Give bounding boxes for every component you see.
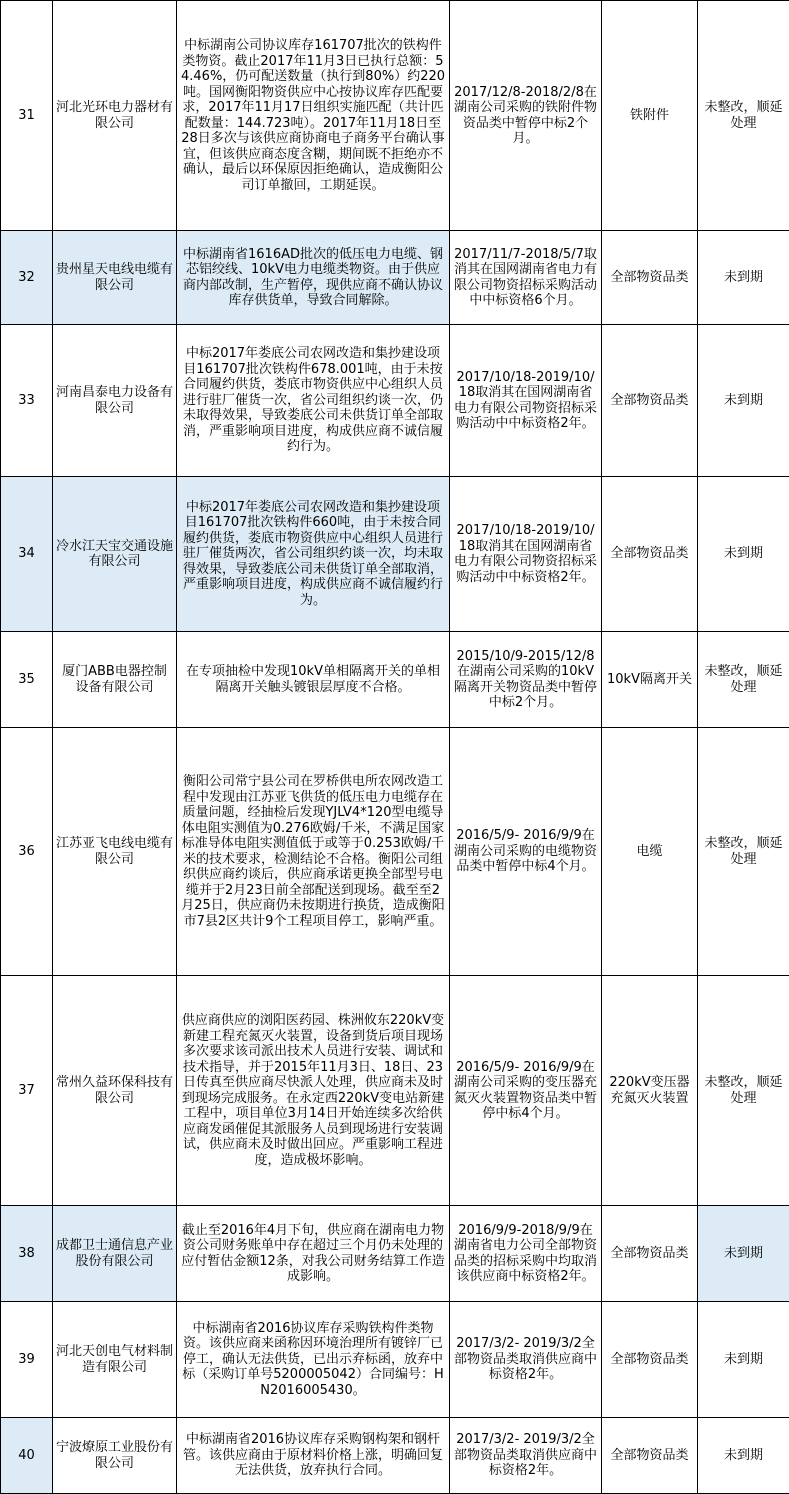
company-name: 成都卫士通信息产业股份有限公司	[53, 1206, 177, 1302]
table-row	[1, 1418, 789, 1494]
violation-reason: 中标湖南省2016协议库存采购钢构架和钢杆管。该供应商由于原材料价格上涨，明确回复无法供货，放弃执行合同。	[177, 1418, 450, 1494]
table-row	[1, 477, 789, 632]
material-scope: 电缆	[602, 728, 698, 976]
rectification-status: 未到期	[698, 1302, 789, 1418]
violation-reason: 中标湖南公司协议库存161707批次的铁构件类物资。截止2017年11月3日已执行总额：54.46%，仍可配送数量（执行到80%）约220吨。国网衡阳物资供应中心按协议库存匹配要求，2017年11月17日组织实施匹配（共计匹配数量：144.723吨）。2017年11月18日至28日多次与该供应商协商电子商务平台确认事宜，但该供应商态度含糊，期间既不拒绝亦不确认，最后以环保原因拒绝确认，造成衡阳公司订单撤回，工期延误。	[177, 1, 450, 231]
penalty-period: 2016/5/9- 2016/9/9在湖南公司采购的电缆物资品类中暂停中标4个月。	[450, 728, 602, 976]
company-name: 宁波燎原工业股份有限公司	[53, 1418, 177, 1494]
row-number: 38	[1, 1206, 53, 1302]
violation-reason: 中标2017年娄底公司农网改造和集抄建设项目161707批次铁构件660吨，由于未按合同履约供货，娄底市物资供应中心组织人员进行驻厂催货两次，省公司组织约谈一次，均未取得效果，导致娄底公司未供货订单全部取消，严重影响项目进度，构成供应商不诚信履约行为。	[177, 477, 450, 632]
rectification-status: 未整改，顺延处理	[698, 632, 789, 728]
company-name: 冷水江天宝交通设施有限公司	[53, 477, 177, 632]
rectification-status: 未整改，顺延处理	[698, 728, 789, 976]
rectification-status: 未到期	[698, 231, 789, 325]
penalty-period: 2016/5/9- 2016/9/9在湖南公司采购的变压器充氮灭火装置物资品类中暂停中标4个月。	[450, 976, 602, 1206]
violation-reason: 衡阳公司常宁县公司在罗桥供电所农网改造工程中发现由江苏亚飞供货的低压电力电缆存在质量问题，经抽检后发现YJLV4*120型电缆导体电阻实测值为0.276欧姆/千米，不满足国家标准导体电阻实测值低于或等于0.253欧姆/千米的技术要求，检测结论不合格。衡阳公司组织供应商约谈后，供应商承诺更换全部型号电缆并于2月23日前全部配送到现场。截至至2月25日，供应商仍未按期进行换货，造成衡阳市7县2区共计9个工程项目停工，影响严重。	[177, 728, 450, 976]
violation-reason: 在专项抽检中发现10kV单相隔离开关的单相隔离开关触头镀银层厚度不合格。	[177, 632, 450, 728]
rectification-status: 未到期	[698, 325, 789, 477]
material-scope: 全部物资品类	[602, 477, 698, 632]
violation-reason: 截止至2016年4月下旬，供应商在湖南电力物资公司财务账单中存在超过三个月仍未处理的应付暂估金额12条，对我公司财务结算工作造成影响。	[177, 1206, 450, 1302]
material-scope: 全部物资品类	[602, 1302, 698, 1418]
material-scope: 铁附件	[602, 1, 698, 231]
row-number: 34	[1, 477, 53, 632]
rectification-status: 未整改，顺延处理	[698, 1, 789, 231]
table-row	[1, 1206, 789, 1302]
table-row	[1, 1, 789, 231]
penalty-period: 2017/3/2- 2019/3/2全部物资品类取消供应商中标资格2年。	[450, 1418, 602, 1494]
rectification-status: 未到期	[698, 477, 789, 632]
table-row	[1, 632, 789, 728]
penalty-period: 2017/11/7-2018/5/7取消其在国网湖南省电力有限公司物资招标采购活动中中标资格6个月。	[450, 231, 602, 325]
penalty-period: 2017/12/8-2018/2/8在湖南公司采购的铁附件物资品类中暂停中标2个月。	[450, 1, 602, 231]
rectification-status: 未到期	[698, 1418, 789, 1494]
penalty-period: 2017/3/2- 2019/3/2全部物资品类取消供应商中标资格2年。	[450, 1302, 602, 1418]
table-row	[1, 976, 789, 1206]
row-number: 35	[1, 632, 53, 728]
material-scope: 全部物资品类	[602, 325, 698, 477]
material-scope: 全部物资品类	[602, 1418, 698, 1494]
company-name: 常州久益环保科技有限公司	[53, 976, 177, 1206]
company-name: 河南昌泰电力设备有限公司	[53, 325, 177, 477]
table-row	[1, 231, 789, 325]
violation-reason: 中标湖南省2016协议库存采购铁构件类物资。该供应商来函称因环境治理所有镀锌厂已停工，确认无法供货，已出示弃标函，放弃中标（采购订单号5200005042）合同编号：HN2016005430。	[177, 1302, 450, 1418]
violation-reason: 中标2017年娄底公司农网改造和集抄建设项目161707批次铁构件678.001吨，由于未按合同履约供货，娄底市物资供应中心组织人员进行驻厂催货一次，省公司组织约谈一次，仍未取得效果，导致娄底公司未供货订单全部取消，严重影响项目进度，构成供应商不诚信履约行为。	[177, 325, 450, 477]
penalty-period: 2017/10/18-2019/10/18取消其在国网湖南省电力有限公司物资招标采购活动中中标资格2年。	[450, 325, 602, 477]
company-name: 厦门ABB电器控制设备有限公司	[53, 632, 177, 728]
violation-reason: 中标湖南省1616AD批次的低压电力电缆、钢芯铝绞线、10kV电力电缆类物资。由于供应商内部改制，生产暂停，现供应商不确认协议库存供货单，导致合同解除。	[177, 231, 450, 325]
material-scope: 10kV隔离开关	[602, 632, 698, 728]
penalty-period: 2016/9/9-2018/9/9在湖南省电力公司全部物资品类的招标采购中均取消该供应商中标资格2年。	[450, 1206, 602, 1302]
rectification-status: 未整改，顺延处理	[698, 976, 789, 1206]
company-name: 河北天创电气材料制造有限公司	[53, 1302, 177, 1418]
material-scope: 全部物资品类	[602, 1206, 698, 1302]
rectification-status: 未到期	[698, 1206, 789, 1302]
row-number: 37	[1, 976, 53, 1206]
violation-reason: 供应商供应的浏阳医药园、株洲攸东220kV变新建工程充氮灭火装置，设备到货后项目现场多次要求该司派出技术人员进行安装、调试和技术指导，并于2015年11月3日、18日、23日传真至供应商尽快派人处理，供应商未及时到现场完成服务。在永定西220kV变电站新建工程中，项目单位3月14日开始连续多次给供应商发函催促其派服务人员到现场进行安装调试，供应商未及时做出回应。严重影响工程进度，造成极坏影响。	[177, 976, 450, 1206]
penalty-period: 2015/10/9-2015/12/8在湖南公司采购的10kV隔离开关物资品类中暂停中标2个月。	[450, 632, 602, 728]
row-number: 31	[1, 1, 53, 231]
penalty-period: 2017/10/18-2019/10/18取消其在国网湖南省电力有限公司物资招标采购活动中中标资格2年。	[450, 477, 602, 632]
table-row	[1, 728, 789, 976]
company-name: 贵州星天电线电缆有限公司	[53, 231, 177, 325]
row-number: 33	[1, 325, 53, 477]
table-row	[1, 325, 789, 477]
row-number: 40	[1, 1418, 53, 1494]
material-scope: 全部物资品类	[602, 231, 698, 325]
company-name: 河北光环电力器材有限公司	[53, 1, 177, 231]
company-name: 江苏亚飞电线电缆有限公司	[53, 728, 177, 976]
row-number: 32	[1, 231, 53, 325]
table-row	[1, 1302, 789, 1418]
material-scope: 220kV变压器充氮灭火装置	[602, 976, 698, 1206]
row-number: 36	[1, 728, 53, 976]
row-number: 39	[1, 1302, 53, 1418]
